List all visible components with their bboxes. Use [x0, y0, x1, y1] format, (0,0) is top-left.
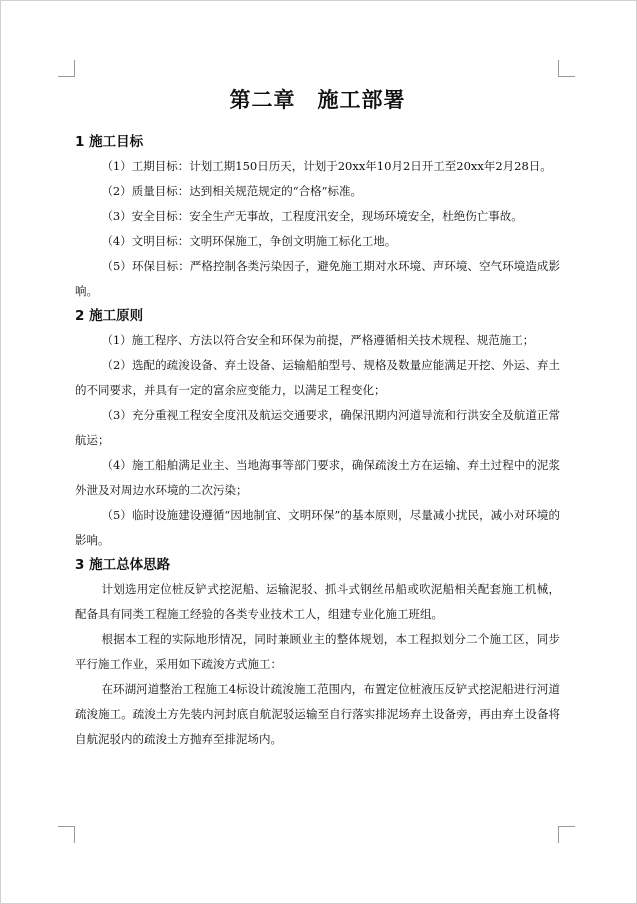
paragraph: （5）临时设施建设遵循“因地制宜、文明环保”的基本原则，尽量减小扰民，减小对环境的影响。	[75, 508, 560, 547]
paragraph: （2）质量目标：达到相关规范规定的“合格”标准。	[101, 184, 363, 198]
margin-mark-bottom-left	[58, 826, 75, 843]
margin-mark-top-right	[558, 60, 575, 77]
paragraph: （2）选配的疏浚设备、弃土设备、运输船舶型号、规格及数量应能满足开挖、外运、弃土的不同要求，并具有一定的富余应变能力，以满足工程变化；	[75, 358, 560, 397]
paragraph: （1）施工程序、方法以符合安全和环保为前提，严格遵循相关技术规程、规范施工；	[101, 333, 535, 347]
paragraph: 根据本工程的实际地形情况，同时兼顾业主的整体规划，本工程拟划分二个施工区，同步平行施工作业，采用如下疏浚方式施工：	[75, 632, 560, 671]
margin-mark-top-left	[58, 60, 75, 77]
margin-mark-bottom-right	[558, 826, 575, 843]
paragraph: 在环湖河道整治工程施工4标设计疏浚施工范围内，布置定位桩液压反铲式挖泥船进行河道疏浚施工。疏浚土方先装内河封底自航泥驳运输至自行落实排泥场弃土设备旁，再由弃土设备将自航泥驳内的疏浚土方抛弃至排泥场内。	[75, 682, 560, 746]
chapter-title: 第二章 施工部署	[229, 88, 406, 112]
paragraph: （3）充分重视工程安全度汛及航运交通要求，确保汛期内河道导流和行洪安全及航道正常航运；	[75, 408, 560, 447]
paragraph: （1）工期目标：计划工期150日历天，计划于20xx年10月2日开工至20xx年2月28日。	[101, 159, 552, 173]
paragraph: （5）环保目标：严格控制各类污染因子，避免施工期对水环境、声环境、空气环境造成影响。	[75, 259, 560, 298]
paragraph: （3）安全目标：安全生产无事故，工程度汛安全，现场环境安全，杜绝伤亡事故。	[101, 209, 523, 223]
paragraph: （4）施工船舶满足业主、当地海事等部门要求，确保疏浚土方在运输、弃土过程中的泥浆外泄及对周边水环境的二次污染；	[75, 458, 560, 497]
paragraph: 计划选用定位桩反铲式挖泥船、运输泥驳、抓斗式钢丝吊船或吹泥船相关配套施工机械，配备具有同类工程施工经验的各类专业技术工人，组建专业化施工班组。	[75, 582, 560, 621]
section-heading: 2 施工原则	[75, 308, 144, 324]
document-body	[75, 84, 560, 752]
section-heading: 1 施工目标	[75, 134, 144, 150]
section-heading: 3 施工总体思路	[75, 557, 171, 573]
paragraph: （4）文明目标：文明环保施工，争创文明施工标化工地。	[101, 234, 397, 248]
